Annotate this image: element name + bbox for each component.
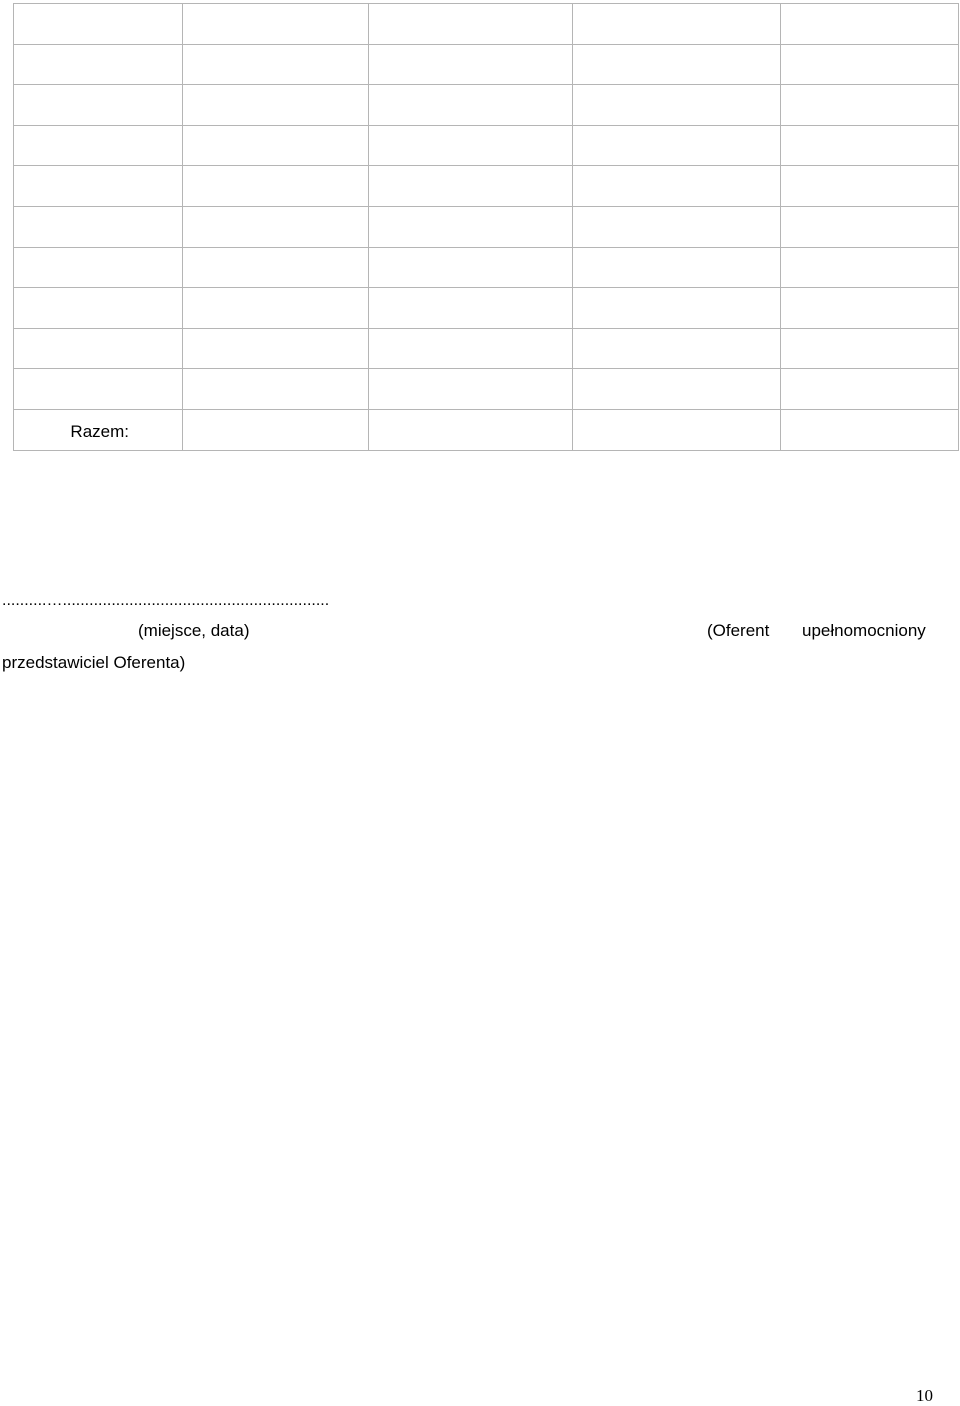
table-cell (573, 85, 781, 126)
table-cell (369, 166, 573, 207)
table-cell (14, 166, 183, 207)
table-cell (183, 328, 369, 369)
total-label: Razem: (14, 409, 183, 450)
table-cell (781, 125, 959, 166)
table-row (14, 166, 959, 207)
table-cell (183, 125, 369, 166)
cost-table-body (14, 4, 959, 451)
table-cell (183, 247, 369, 288)
table-cell (14, 328, 183, 369)
signer-label-part1: (Oferent (707, 621, 770, 640)
table-cell (183, 288, 369, 329)
signer-label-part3: przedstawiciel Oferenta) (2, 653, 186, 672)
table-cell (781, 166, 959, 207)
table-cell (183, 44, 369, 85)
table-cell (781, 85, 959, 126)
table-cell (573, 206, 781, 247)
table-cell (369, 369, 573, 410)
table-cell (14, 288, 183, 329)
total-cell (781, 409, 959, 450)
table-cell (781, 44, 959, 85)
place-date-label: (miejsce, data) (138, 621, 250, 640)
table-cell (14, 85, 183, 126)
table-cell (14, 44, 183, 85)
table-cell (781, 206, 959, 247)
table-cell (369, 288, 573, 329)
table-cell (14, 247, 183, 288)
table-cell (781, 247, 959, 288)
total-cell (183, 409, 369, 450)
table-cell (14, 4, 183, 45)
table-cell (573, 125, 781, 166)
table-row (14, 125, 959, 166)
table-row (14, 85, 959, 126)
table-row (14, 44, 959, 85)
table-cell (369, 125, 573, 166)
table-cell (369, 206, 573, 247)
cost-table (13, 3, 959, 451)
table-cell (369, 85, 573, 126)
table-cell (14, 206, 183, 247)
table-cell (369, 4, 573, 45)
table-cell (573, 4, 781, 45)
table-cell (781, 288, 959, 329)
table-cell (573, 247, 781, 288)
table-cell (369, 247, 573, 288)
signer-label-part2: upełnomocniony (802, 621, 926, 640)
total-cell (573, 409, 781, 450)
table-cell (14, 125, 183, 166)
table-cell (369, 328, 573, 369)
table-row (14, 4, 959, 45)
table-row (14, 247, 959, 288)
table-cell (781, 4, 959, 45)
table-row (14, 206, 959, 247)
table-cell (573, 369, 781, 410)
table-cell (183, 85, 369, 126)
table-cell (183, 206, 369, 247)
table-cell (14, 369, 183, 410)
table-cell (573, 288, 781, 329)
table-cell (369, 44, 573, 85)
total-cell (369, 409, 573, 450)
table-cell (781, 328, 959, 369)
table-row (14, 288, 959, 329)
table-cell (781, 369, 959, 410)
table-cell (183, 4, 369, 45)
table-cell (573, 44, 781, 85)
table-total-row (14, 409, 959, 450)
table-cell (183, 369, 369, 410)
table-row (14, 369, 959, 410)
table-row (14, 328, 959, 369)
signature-dotted-line: ..........…............................................................ (2, 592, 330, 609)
table-cell (573, 166, 781, 207)
table-cell (573, 328, 781, 369)
table-cell (183, 166, 369, 207)
page-number: 10 (916, 1386, 933, 1405)
